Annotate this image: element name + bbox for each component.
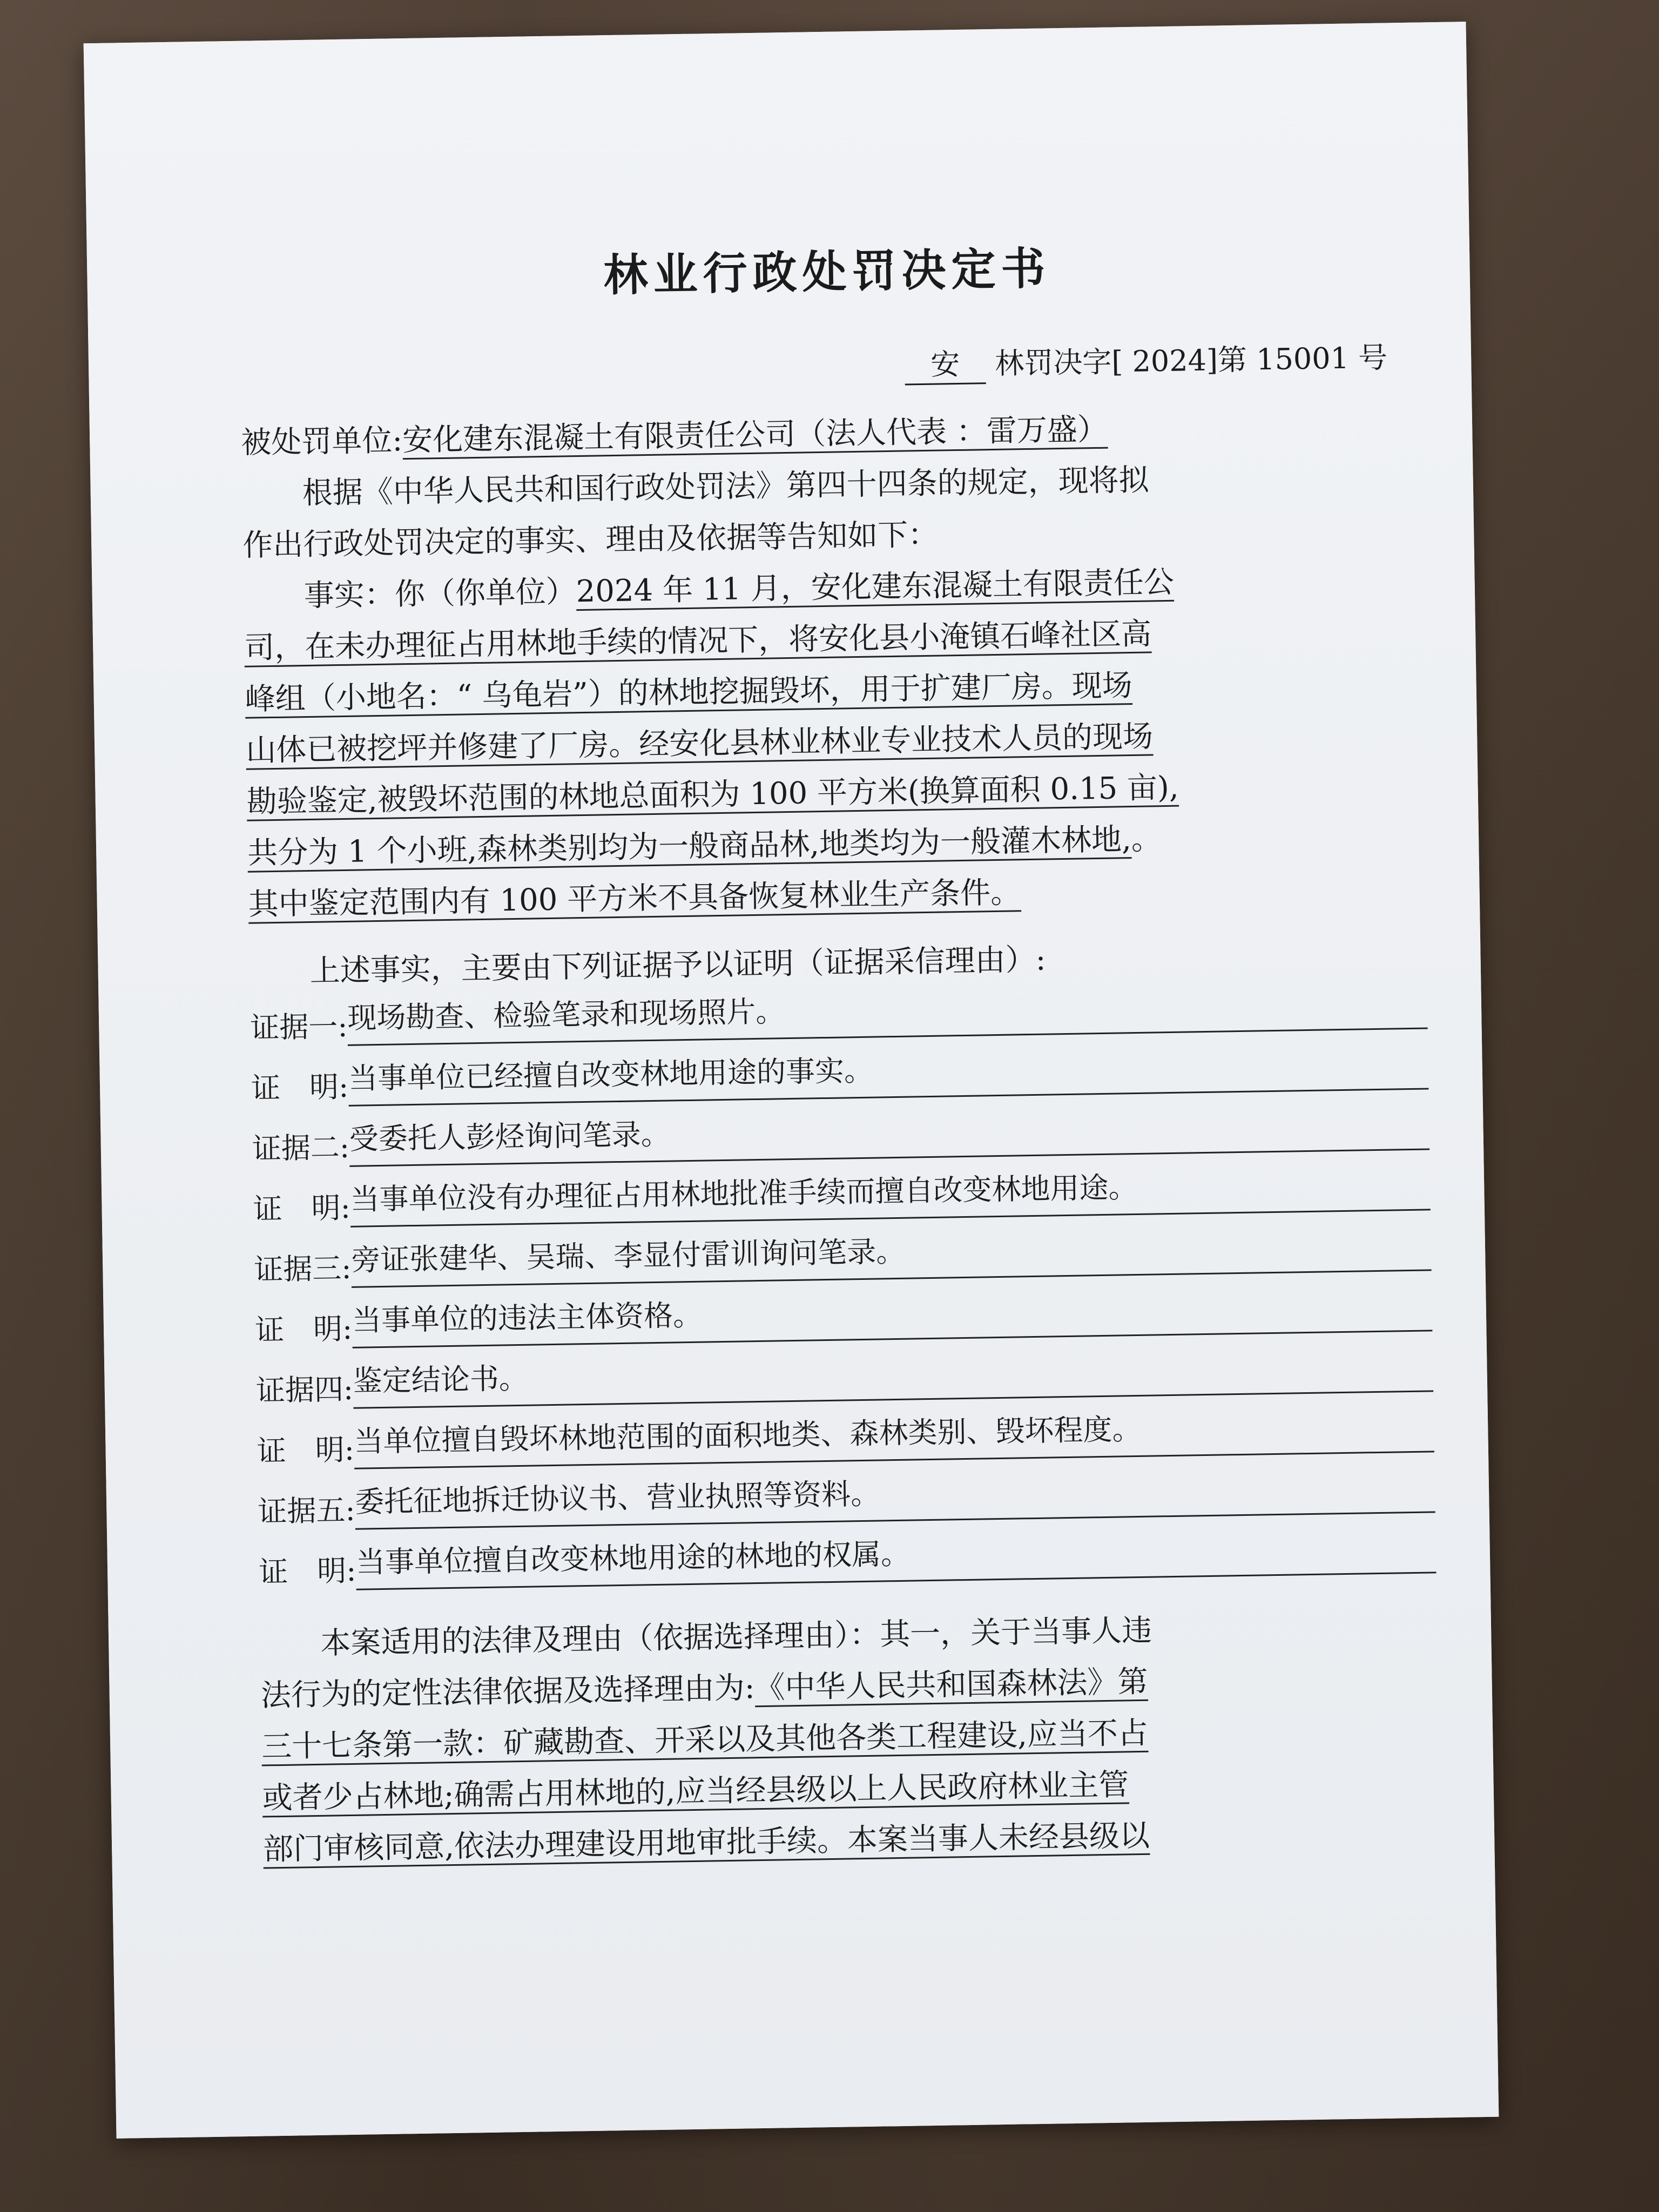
evidence-value: 当事单位擅自改变林地用途的林地的权属。 <box>355 1523 1436 1590</box>
document-body <box>238 228 1441 1876</box>
evidence-value: 当单位擅自毁坏林地范围的面积地类、森林类别、毁坏程度。 <box>354 1402 1434 1469</box>
doc-number-value: 15001 <box>1256 341 1350 377</box>
evidence-label: 证 明: <box>258 1553 356 1589</box>
facts-text: 司，在未办理征占用林地手续的情况下，将安化县小淹镇石峰社区高 <box>244 616 1152 667</box>
evidence-label: 证 明: <box>254 1311 353 1347</box>
law-line-1: 本案适用的法律及理由（依据选择理由）：其一，关于当事人违 <box>320 1613 1152 1661</box>
facts-lead: 事实：你（你单位） <box>304 574 577 614</box>
evidence-value: 委托征地拆迁协议书、营业执照等资料。 <box>355 1463 1435 1529</box>
facts-text: 峰组（小地名：“ 乌龟岩”）的林地挖掘毁坏，用于扩建厂房。现场 <box>245 668 1132 719</box>
facts-text: 山体已被挖坪并修建了厂房。经安化县林业林业专业技术人员的现场 <box>246 719 1154 770</box>
document-number <box>240 334 1418 396</box>
facts-text: 其中鉴定范围内有 100 平方米不具备恢复林业生产条件。 <box>248 875 1021 923</box>
penalized-party-label: 被处罚单位: <box>240 423 403 461</box>
law-text: 三十七条第一款：矿藏勘查、开采以及其他各类工程建设,应当不占 <box>261 1716 1149 1766</box>
document-paper <box>84 22 1499 2139</box>
evidence-label: 证 明: <box>257 1432 355 1468</box>
law-citation: 《中华人民共和国森林法》第 <box>754 1664 1148 1707</box>
evidence-label: 证据一: <box>249 1009 348 1045</box>
law-line-2-plain: 法行为的定性法律依据及选择理由为: <box>260 1670 756 1714</box>
facts-text: 勘验鉴定,被毁坏范围的林地总面积为 100 平方米(换算面积 0.15 亩), <box>246 770 1179 821</box>
evidence-value: 当事单位没有办理征占用林地批准手续而擅自改变林地用途。 <box>350 1161 1431 1227</box>
law-text: 部门审核同意,依法办理建设用地审批手续。本案当事人未经县级以 <box>263 1818 1150 1869</box>
evidence-value: 当事单位已经擅自改变林地用途的事实。 <box>348 1040 1428 1106</box>
evidence-value: 受委托人彭烃询问笔录。 <box>349 1100 1429 1166</box>
facts-text: 共分为 1 个小班,森林类别均为一般商品林,地类均为一般灌木林地, <box>247 822 1132 873</box>
doc-number-suffix: 号 <box>1358 340 1388 375</box>
evidence-label: 证据二: <box>252 1130 350 1166</box>
evidence-label: 证 明: <box>253 1190 351 1226</box>
evidence-value: 旁证张建华、吴瑞、李显付雷训询问笔录。 <box>351 1221 1432 1287</box>
evidence-value: 当事单位的违法主体资格。 <box>352 1282 1432 1348</box>
intro-line-1: 根据《中华人民共和国行政处罚法》第四十四条的规定，现将拟 <box>302 462 1150 511</box>
evidence-value: 鉴定结论书。 <box>353 1342 1433 1408</box>
evidence-label: 证据四: <box>255 1372 354 1408</box>
facts-trailing-mark: 。 <box>1131 821 1162 858</box>
evidence-label: 证 明: <box>251 1069 349 1105</box>
intro-line-2: 作出行政处罚决定的事实、理由及依据等告知如下： <box>242 517 939 563</box>
evidence-value: 现场勘查、检验笔录和现场照片。 <box>347 979 1428 1046</box>
facts-text: 2024 年 11 月，安化建东混凝土有限责任公 <box>576 565 1174 611</box>
evidence-label: 证据五: <box>257 1493 356 1529</box>
law-text: 或者少占林地;确需占用林地的,应当经县级以上人民政府林业主管 <box>262 1767 1129 1817</box>
evidence-intro: 上述事实，主要由下列证据予以证明（证据采信理由）: <box>309 942 1046 989</box>
doc-number-prefix: 安 <box>905 341 986 385</box>
doc-number-middle: 林罚决字[ 2024]第 <box>994 342 1247 381</box>
penalized-party-value: 安化建东混凝土有限责任公司（法人代表 ：雷万盛） <box>402 412 1108 460</box>
evidence-label: 证据三: <box>253 1251 352 1287</box>
document-title: 林业行政处罚决定书 <box>603 242 1051 302</box>
